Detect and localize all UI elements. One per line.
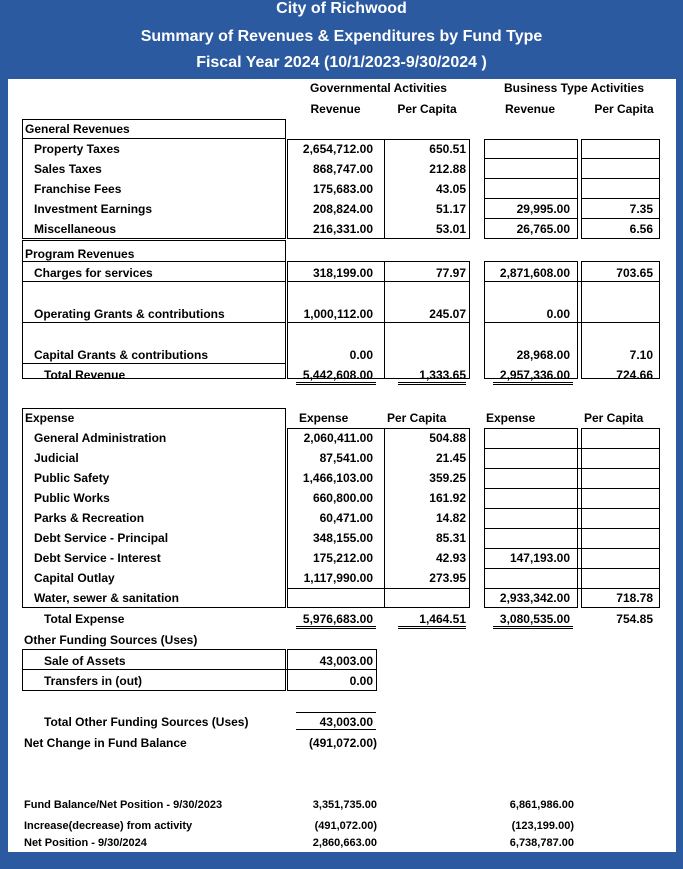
expense-heading: Expense [25,411,75,425]
gov-expense-per-capita-col: Per Capita [387,411,447,425]
bus-revenue-value: 28,968.00 [516,348,570,362]
report-subtitle: Summary of Revenues & Expenditures by Fund Type [140,28,543,45]
net-position-gov: 2,860,663.00 [312,837,377,849]
divider [22,669,377,670]
bus-per-capita-value: 703.65 [616,266,653,280]
total-other-funding-label: Total Other Funding Sources (Uses) [44,715,249,729]
total-underline [398,626,466,627]
general-revenues-heading: General Revenues [25,122,130,136]
gov-revenue-value: 0.00 [349,348,373,362]
total-underline [493,626,573,627]
other-funding-heading: Other Funding Sources (Uses) [24,633,198,647]
fund-balance-label: Fund Balance/Net Position - 9/30/2023 [24,799,223,811]
city-title: City of Richwood [276,0,407,17]
bus-per-capita-col: Per Capita [594,102,654,116]
total-gov-expense: 5,976,683.00 [302,612,373,626]
divider [484,158,578,159]
gov-revenue-value: 318,199.00 [312,266,373,280]
gov-expense-pc-value: 161.92 [429,491,466,505]
divider [581,218,660,219]
divider [484,178,578,179]
gov-per-capita-value: 212.88 [429,162,466,176]
bus-expense-per-capita-col: Per Capita [584,411,644,425]
gov-revenue-value: 2,654,712.00 [302,142,373,156]
gov-per-capita-value: 77.97 [435,266,466,280]
total-bus-expense-pc: 754.85 [616,612,653,626]
divider [22,363,286,364]
fund-balance-gov: 3,351,735.00 [312,799,377,811]
net-position-label: Net Position - 9/30/2024 [24,837,147,849]
row-label: Property Taxes [34,142,120,156]
bus-expense-pc-value: 718.78 [616,591,653,605]
divider [581,158,660,159]
increase-decrease-gov: (491,072.00) [314,820,377,832]
divider [484,281,660,282]
gov-per-capita-value: 51.17 [435,202,466,216]
row-label: Capital Grants & contributions [34,348,209,362]
gov-revenue-value: 1,000,112.00 [303,307,373,321]
divider [581,198,660,199]
divider [484,548,660,549]
gov-revenue-value: 208,824.00 [312,202,373,216]
fund-balance-bus: 6,861,986.00 [509,799,574,811]
net-change-value: (491,072.00) [308,736,377,750]
total-revenue-label: Total Revenue [44,368,126,382]
gov-expense-pc-value: 42.93 [435,551,466,565]
divider [484,528,660,529]
total-expense-label: Total Expense [44,612,125,626]
total-underline [296,384,376,385]
row-label: Franchise Fees [34,182,122,196]
net-change-label: Net Change in Fund Balance [24,736,187,750]
other-funding-value: 0.00 [349,674,373,688]
total-bus-per-capita: 724.66 [616,368,653,382]
gov-expense-col: Expense [299,411,349,425]
row-label: Investment Earnings [34,202,153,216]
total-gov-revenue: 5,442,608.00 [302,368,373,382]
bus-activities-heading: Business Type Activities [503,81,645,95]
gov-expense-pc-value: 273.95 [429,571,466,585]
gov-expense-value: 1,117,990.00 [303,571,373,585]
total-underline [493,384,573,385]
gov-revenue-value: 868,747.00 [312,162,373,176]
gov-expense-pc-value: 21.45 [435,451,466,465]
gov-expense-value: 660,800.00 [312,491,373,505]
gov-expense-value: 87,541.00 [319,451,373,465]
row-label: Parks & Recreation [34,511,145,525]
divider [484,448,660,449]
total-underline [493,382,573,383]
increase-decrease-bus: (123,199.00) [511,820,574,832]
total-gov-per-capita: 1,333.65 [419,368,466,382]
bus-per-capita-value: 7.10 [629,348,653,362]
gov-expense-pc-value: 504.88 [429,431,466,445]
gov-expense-pc-value: 14.82 [435,511,466,525]
total-overline [296,712,376,713]
total-underline [398,382,466,383]
bus-revenue-value: 0.00 [546,307,570,321]
row-label: Debt Service - Interest [34,551,161,565]
divider [484,218,578,219]
total-underline [493,628,573,629]
row-label: Judicial [34,451,79,465]
row-label: Public Works [34,491,110,505]
bus-revenue-col: Revenue [504,102,556,116]
fiscal-year: Fiscal Year 2024 (10/1/2023-9/30/2024 ) [196,54,487,71]
gov-expense-value: 60,471.00 [319,511,373,525]
total-underline [398,628,466,629]
bus-expense-value: 147,193.00 [509,551,570,565]
divider [581,178,660,179]
gov-revenue-value: 216,331.00 [312,222,373,236]
bus-revenue-value: 26,765.00 [516,222,570,236]
bus-expense-box [484,428,578,608]
other-funding-value: 43,003.00 [319,654,373,668]
row-label: Sale of Assets [44,654,126,668]
divider [484,322,660,323]
bus-expense-col: Expense [486,411,536,425]
bus-revenue-value: 29,995.00 [516,202,570,216]
row-label: General Administration [34,431,167,445]
gov-expense-value: 175,212.00 [312,551,373,565]
divider [22,281,286,282]
gov-per-capita-value: 53.01 [435,222,466,236]
row-label: Sales Taxes [34,162,102,176]
divider [22,322,286,323]
bus-expense-value: 2,933,342.00 [499,591,570,605]
divider [287,322,470,323]
total-other-funding-value: 43,003.00 [319,715,373,729]
row-label: Debt Service - Principal [34,531,169,545]
bus-per-capita-value: 6.56 [629,222,653,236]
bus-per-capita-value: 7.35 [629,202,653,216]
divider [287,281,470,282]
report-sheet [8,79,676,852]
gov-expense-value: 1,466,103.00 [302,471,373,485]
total-bus-expense: 3,080,535.00 [499,612,570,626]
increase-decrease-label: Increase(decrease) from activity [24,820,193,832]
divider [484,468,660,469]
row-label: Water, sewer & sanitation [34,591,179,605]
bus-expense-pc-box [581,428,660,608]
total-underline [398,384,466,385]
divider [484,508,660,509]
total-underline [296,729,376,730]
program-revenues-heading: Program Revenues [25,247,135,261]
row-label: Operating Grants & contributions [34,307,225,321]
row-label: Transfers in (out) [44,674,143,688]
divider [484,198,578,199]
row-label: Charges for services [34,266,153,280]
total-underline [296,626,376,627]
divider [287,588,470,589]
bus-revenue-value: 2,871,608.00 [499,266,570,280]
divider [484,588,660,589]
total-underline [296,382,376,383]
gov-expense-pc-value: 359.25 [429,471,466,485]
gov-expense-pc-value: 85.31 [435,531,466,545]
gov-activities-heading: Governmental Activities [310,81,447,95]
gov-per-capita-value: 43.05 [435,182,466,196]
gov-revenue-value: 175,683.00 [312,182,373,196]
gov-expense-value: 348,155.00 [312,531,373,545]
gov-expense-value: 2,060,411.00 [303,431,373,445]
gov-per-capita-value: 245.07 [429,307,466,321]
row-label: Miscellaneous [34,222,117,236]
gov-revenue-col: Revenue [310,102,361,116]
total-gov-expense-pc: 1,464.51 [419,612,466,626]
total-underline [296,628,376,629]
row-label: Public Safety [34,471,110,485]
divider [22,138,286,139]
divider [484,568,660,569]
total-bus-revenue: 2,957,336.00 [499,368,570,382]
net-position-bus: 6,738,787.00 [509,837,574,849]
row-label: Capital Outlay [34,571,115,585]
divider [484,488,660,489]
gov-per-capita-value: 650.51 [429,142,466,156]
general-revenues-label-box [22,119,286,239]
gov-per-capita-col: Per Capita [397,102,457,116]
